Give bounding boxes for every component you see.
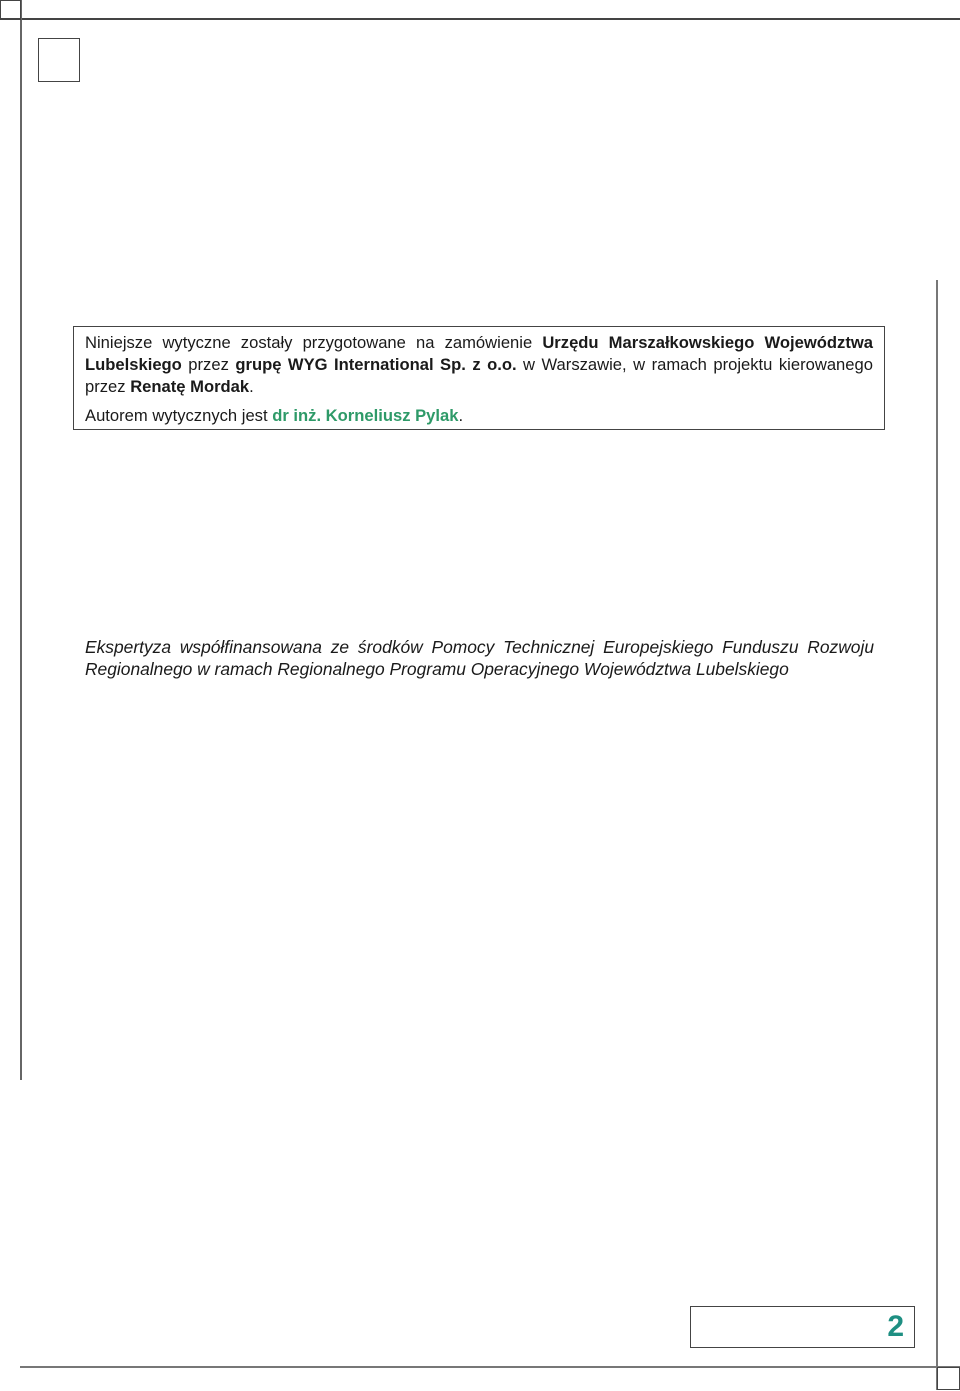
author-paragraph [85, 405, 873, 427]
credits-text: w Warszawie, w ramach projektu kierowanego przez [85, 355, 873, 396]
author-name: dr inż. Korneliusz Pylak [272, 406, 459, 425]
frame-corner-square-small [0, 0, 21, 20]
client-name: Urzędu Marszałkowskiego Województwa Lubelskiego [85, 333, 873, 374]
credits-box [73, 326, 885, 430]
page-number-box [690, 1306, 915, 1348]
frame-left-line [20, 0, 22, 1080]
credits-paragraph [85, 332, 873, 398]
frame-bottom-line [20, 1366, 960, 1368]
contractor-name: grupę WYG International Sp. z o.o. [235, 355, 517, 374]
frame-top-line [0, 18, 960, 20]
frame-right-line [936, 280, 938, 1390]
credits-text: . [249, 377, 254, 396]
page-number: 2 [887, 1310, 904, 1343]
author-text: . [458, 406, 464, 425]
credits-text: przez [181, 355, 236, 374]
author-text: Autorem wytycznych jest [85, 406, 273, 425]
project-manager-name: Renatę Mordak [130, 377, 250, 396]
frame-corner-square-large [38, 38, 80, 82]
funding-note: Ekspertyza współfinansowana ze środków Pomocy Technicznej Europejskiego Funduszu Rozwoju Regionalnego w ramach Regionalnego Programu Operacyjnego Województwa Lubelskiego [85, 637, 874, 679]
frame-bottom-right-square [937, 1367, 960, 1390]
credits-text: Niniejsze wytyczne zostały przygotowane na zamówienie [85, 333, 543, 352]
